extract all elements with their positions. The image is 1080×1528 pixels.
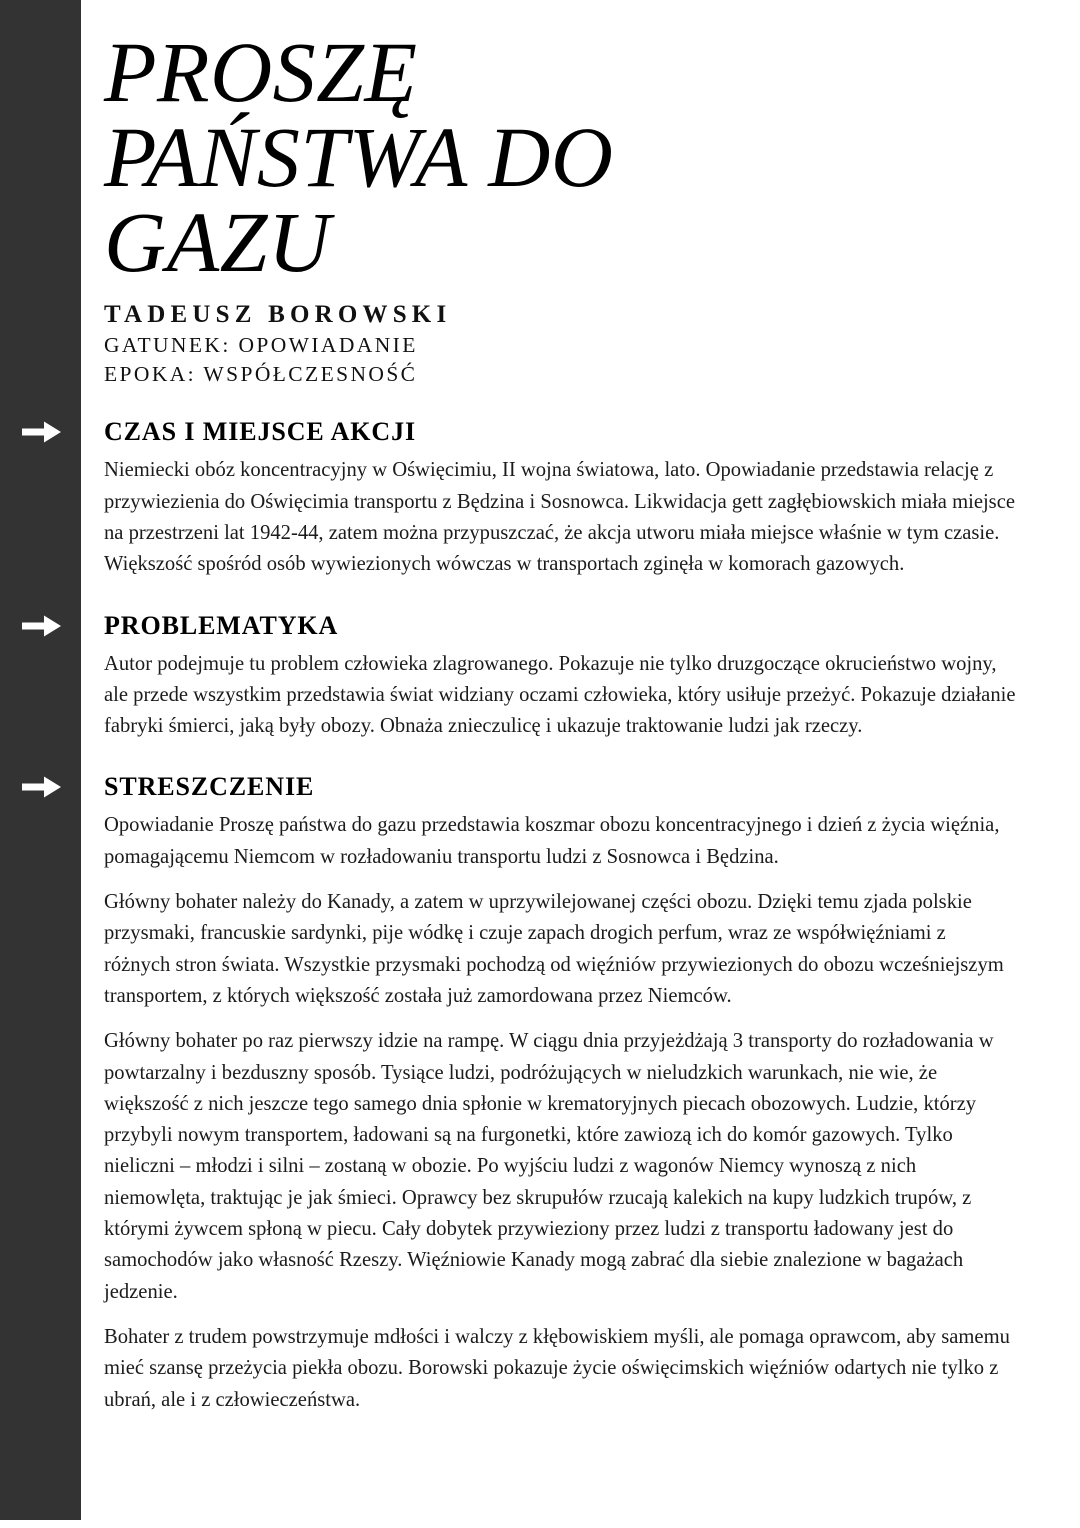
masthead xyxy=(104,0,1016,387)
arrow-right-icon xyxy=(22,774,62,800)
arrow-right-icon xyxy=(22,419,62,445)
page-title: PROSZĘ PAŃSTWA DO GAZU xyxy=(104,24,614,291)
section-czas-i-miejsce-akcji xyxy=(104,417,1016,580)
section-heading: STRESZCZENIE xyxy=(104,772,315,802)
section-heading: CZAS I MIEJSCE AKCJI xyxy=(104,417,417,447)
body-paragraph: Niemiecki obóz koncentracyjny w Oświęcimiu, II wojna światowa, lato. Opowiadanie przedstawia relację z przywiezienia do Oświęcimia transportu z Będzina i Sosnowca. Likwidacja gett zagłębiowskich miała miejsce na przestrzeni lat 1942-44, zatem można przypuszczać, że akcja utworu miała miejsce właśnie w tym czasie. Większość spośród osób wywiezionych wówczas w transportach zginęła w komorach gazowych. xyxy=(104,459,1015,576)
body-paragraph: Opowiadanie Proszę państwa do gazu przedstawia koszmar obozu koncentracyjnego i dzień z życia więźnia, pomagającemu Niemcom w rozładowaniu transportu ludzi z Sosnowca i Będzina. xyxy=(104,814,1000,868)
section-streszczenie xyxy=(104,772,1016,1415)
author-name: TADEUSZ BOROWSKI xyxy=(104,301,452,329)
arrow-right-icon xyxy=(22,613,62,639)
genre-line: GATUNEK: OPOWIADANIE xyxy=(104,333,418,358)
body-paragraph: Bohater z trudem powstrzymuje mdłości i walczy z kłębowiskiem myśli, ale pomaga oprawcom, aby samemu mieć szansę przeżycia piekła obozu. Borowski pokazuje życie oświęcimskich więźniów odartych nie tylko z ubrań, ale i z człowieczeństwa. xyxy=(104,1325,1010,1411)
body-paragraph: Główny bohater po raz pierwszy idzie na rampę. W ciągu dnia przyjeżdżają 3 transporty do rozładowania w powtarzalny i bezduszny sposób. Tysiące ludzi, podróżujących w nieludzkich warunkach, nie wie, że większość z nich jeszcze tego samego dnia spłonie w krematoryjnych piecach obozowych. Ludzie, którzy przybyli nowym transportem, ładowani są na furgonetki, które zawiozą ich do komór gazowych. Tylko nieliczni – młodzi i silni – zostaną w obozie. Po wyjściu ludzi z wagonów Niemcy wynoszą z nich niemowlęta, traktując je jak śmieci. Oprawcy bez skrupułów rzucają kalekich na kupy ludzkich trupów, z którymi żywcem spłoną w piecu. Cały dobytek przywieziony przez ludzi z transportu ładowany jest do samochodów jako własność Rzeszy. Więźniowie Kanady mogą zabrać dla siebie znalezione w bagażach jedzenie. xyxy=(104,1030,994,1303)
document-content xyxy=(104,0,1016,1416)
body-paragraph: Autor podejmuje tu problem człowieka zlagrowanego. Pokazuje nie tylko druzgoczące okrucieństwo wojny, ale przede wszystkim przedstawia świat widziany oczami człowieka, który usiłuje przeżyć. Pokazuje działanie fabryki śmierci, jaką były obozy. Obnaża znieczulicę i ukazuje traktowanie ludzi jak rzeczy. xyxy=(104,652,1016,738)
section-problematyka xyxy=(104,611,1016,743)
left-rail xyxy=(0,0,81,1520)
body-paragraph: Główny bohater należy do Kanady, a zatem w uprzywilejowanej części obozu. Dzięki temu zjada polskie przysmaki, francuskie sardynki, pije wódkę i czuje zapach drogich perfum, wraz ze współwięźniami z różnych stron świata. Wszystkie przysmaki pochodzą od więźniów przywiezionych do obozu wcześniejszym transportem, z których większość została już zamordowana przez Niemców. xyxy=(104,891,1004,1007)
epoch-line: EPOKA: WSPÓŁCZESNOŚĆ xyxy=(104,362,418,387)
section-heading: PROBLEMATYKA xyxy=(104,610,339,640)
sections-list xyxy=(104,417,1016,1415)
